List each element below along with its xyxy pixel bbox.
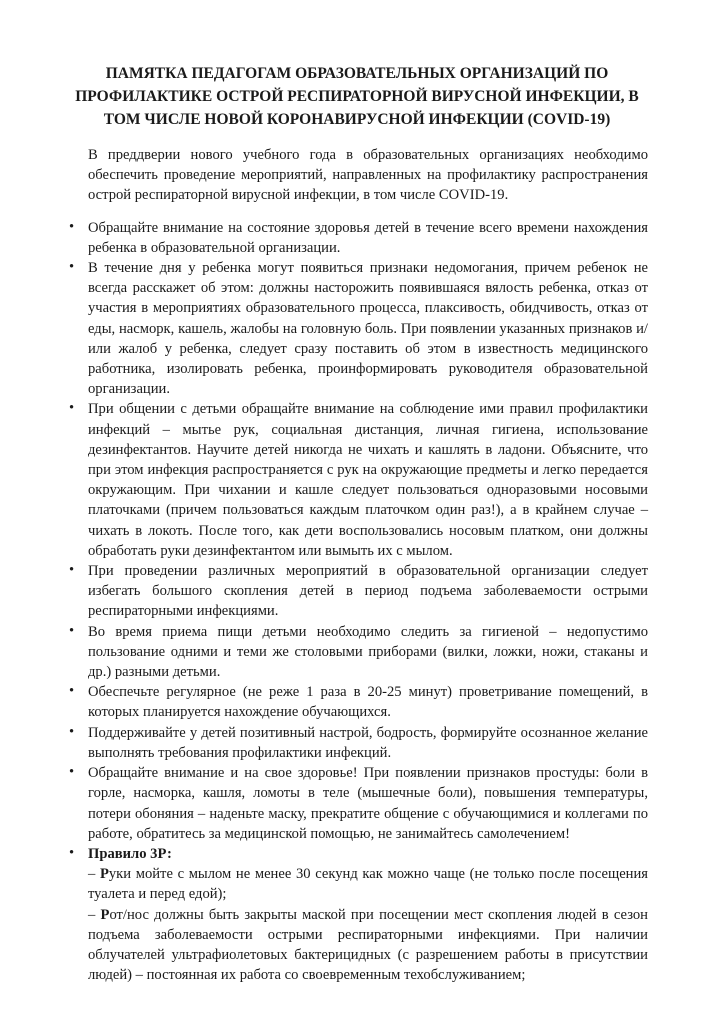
list-item (66, 561, 648, 622)
bullet-text (88, 622, 648, 683)
bullet-marker-icon: • (69, 400, 75, 417)
bullet-marker-icon: • (69, 562, 75, 579)
bullet-list (66, 218, 648, 986)
bullet-paragraph: Поддерживайте у детей позитивный настрой, бодрость, формируйте осознанное желание выполнять требования профилактики инфекций. (88, 724, 648, 761)
bullet-marker-icon: • (69, 259, 75, 276)
bullet-marker-icon: • (69, 844, 75, 861)
list-item (66, 399, 648, 561)
bullet-marker-icon: • (69, 622, 75, 639)
bullet-text (88, 218, 648, 258)
list-item (66, 218, 648, 258)
bullet-text (88, 561, 648, 622)
list-item (66, 844, 648, 985)
bullet-marker-icon: • (69, 683, 75, 700)
bullet-paragraph: При проведении различных мероприятий в образовательной организации следует избегать большого скопления детей в период подъема заболеваемости острыми респираторными инфекциями. (88, 563, 648, 620)
bullet-text (88, 723, 648, 763)
list-item (66, 682, 648, 722)
bullet-marker-icon: • (69, 764, 75, 781)
bullet-text (88, 682, 648, 722)
rule-sub-item: – Рот/нос должны быть закрыты маской при посещении мест скопления людей в сезон подъема заболеваемости острыми респираторными инфекциями. При наличии облучателей ультрафиолетовых бактерицидных (с разрешением работы в присутствии людей) – постоянная их работа со своевременным техобслуживанием; (88, 906, 648, 984)
intro-paragraph: В преддверии нового учебного года в образовательных организациях необходимо обеспечить проведение мероприятий, направленных на профилактику распространения острой респираторной вирусной инфекции, в том числе COVID-19. (88, 147, 648, 204)
bullet-text (88, 844, 648, 985)
list-item (66, 622, 648, 683)
rule-lead-letter: Р (100, 906, 110, 923)
bullet-paragraph: Обеспечьте регулярное (не реже 1 раза в 20-25 минут) проветривание помещений, в которых планируется нахождение обучающихся. (88, 684, 648, 721)
list-item (66, 258, 648, 399)
bullet-text (88, 763, 648, 844)
bullet-paragraph: В течение дня у ребенка могут появиться признаки недомогания, причем ребенок не всегда расскажет об этом: должны насторожить появившаяся вялость ребенка, отказ от участия в мероприятиях образовательного процесса, плаксивость, обидчивость, отказ от еды, насморк, кашель, жалобы на головную боль. При появлении указанных признаков и/или жалоб у ребенка, следует сразу поставить об этом в известность медицинского работника, изолировать ребенка, проинформировать руководителя образовательной организации. (88, 260, 648, 398)
rule-heading: Правило 3Р: (88, 845, 172, 862)
bullet-marker-icon: • (69, 218, 75, 235)
page-title: ПАМЯТКА ПЕДАГОГАМ ОБРАЗОВАТЕЛЬНЫХ ОРГАНИЗАЦИЙ ПО ПРОФИЛАКТИКЕ ОСТРОЙ РЕСПИРАТОРНОЙ ВИРУСНОЙ ИНФЕКЦИИ, В ТОМ ЧИСЛЕ НОВОЙ КОРОНАВИРУСНОЙ ИНФЕКЦИИ (COVID-19) (75, 65, 639, 128)
list-item (66, 723, 648, 763)
list-item (66, 763, 648, 844)
bullet-paragraph: При общении с детьми обращайте внимание на соблюдение ими правил профилактики инфекций – мытье рук, социальная дистанция, личная гигиена, использование дезинфектантов. Научите детей никогда не чихать и кашлять в ладони. Объясните, что при этом инфекция распространяется с рук на окружающие предметы и легко передается окружающим. При чихании и кашле следует пользоваться одноразовыми носовыми платочками (причем пользоваться каждым платочком один раз!), а в крайнем случае – чихать в локоть. После того, как дети воспользовались носовым платком, они должны обработать руки дезинфектантом или вымыть их с мылом. (88, 401, 648, 559)
bullet-marker-icon: • (69, 723, 75, 740)
bullet-paragraph: Обращайте внимание и на свое здоровье! При появлении признаков простуды: боли в горле, насморка, кашля, ломоты в теле (мышечные боли), повышения температуры, потери обоняния – наденьте маску, прекратите общение с обучающимися и коллегами по работе, обратитесь за медицинской помощью, не занимайтесь самолечением! (88, 765, 648, 842)
bullet-paragraph: Обращайте внимание на состояние здоровья детей в течение всего времени нахождения ребенка в образовательной организации. (88, 219, 648, 256)
rule-sub-item: – Руки мойте с мылом не менее 30 секунд как можно чаще (не только после посещения туалета и перед едой); (88, 866, 648, 903)
bullet-text (88, 399, 648, 561)
bullet-text (88, 258, 648, 399)
rule-lead-letter: Р (99, 866, 109, 883)
bullet-paragraph: Во время приема пищи детьми необходимо следить за гигиеной – недопустимо пользование одними и теми же столовыми приборами (вилки, ложки, ножи, стаканы и др.) разными детьми. (88, 623, 648, 681)
